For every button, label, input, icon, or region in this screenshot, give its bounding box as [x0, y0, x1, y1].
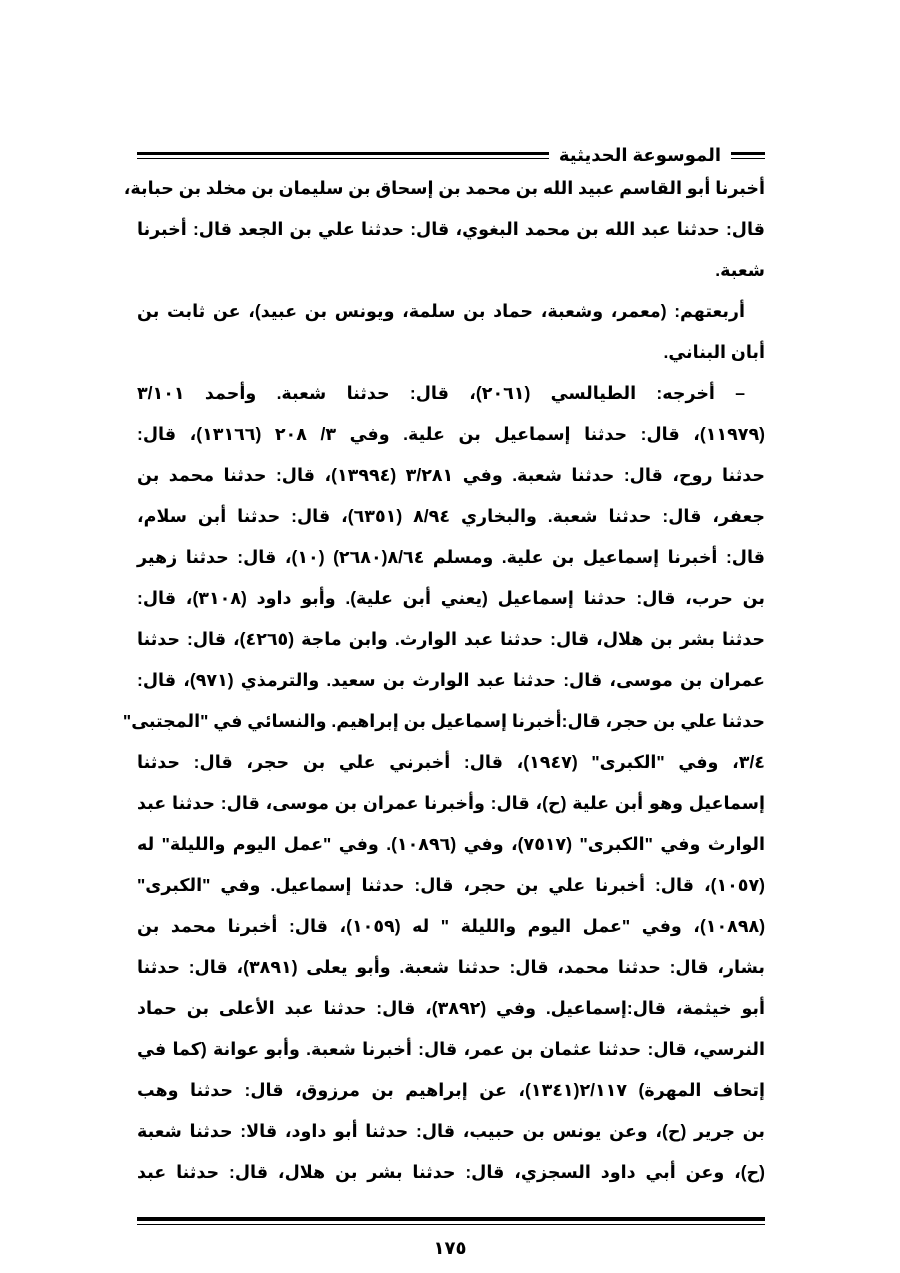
text-line: حدثنا علي بن حجر، قال:أخبرنا إسماعيل بن إبراهيم. والنسائي في "المجتبى": [122, 711, 765, 731]
paragraph: [123, 168, 765, 291]
text-line: عمران بن موسى، قال: حدثنا عبد الوارث بن سعيد. والترمذي (٩٧١)، قال:: [137, 670, 765, 690]
header-title: الموسوعة الحديثية: [558, 144, 721, 165]
paragraph: [137, 291, 765, 373]
text-line: أربعتهم: (معمر، وشعبة، حماد بن سلمة، ويونس بن عبيد)، عن ثابت بن: [137, 301, 745, 321]
text-line: شعبة.: [715, 260, 765, 280]
footer-rule: [137, 1217, 765, 1225]
page-number: ١٧٥: [433, 1238, 467, 1258]
text-line: بن حرب، قال: حدثنا إسماعيل (يعني أبن علية). وأبو داود (٣١٠٨)، قال:: [137, 588, 765, 608]
running-header: [137, 140, 765, 170]
page-body: [122, 168, 766, 1193]
text-line: قال: حدثنا عبد الله بن محمد البغوي، قال: حدثنا علي بن الجعد قال: أخبرنا: [137, 219, 765, 239]
text-line: أبو خيثمة، قال:إسماعيل. وفي (٣٨٩٢)، قال: حدثنا عبد الأعلى بن حماد: [137, 998, 765, 1018]
text-line: أخبرنا أبو القاسم عبيد الله بن محمد بن إسحاق بن سليمان بن مخلد بن حبابة،: [123, 178, 765, 198]
text-line: – أخرجه: الطيالسي (٢٠٦١)، قال: حدثنا شعبة. وأحمد ٣/١٠١: [137, 383, 745, 403]
header-rule-right: [731, 152, 765, 159]
text-line: حدثنا بشر بن هلال، قال: حدثنا عبد الوارث. وابن ماجة (٤٢٦٥)، قال: حدثنا: [137, 629, 766, 649]
header-rule-left: [137, 152, 549, 159]
text-line: الوارث وفي "الكبرى" (٧٥١٧)، وفي (١٠٨٩٦). وفي "عمل اليوم والليلة" له: [137, 834, 765, 854]
text-line: قال: أخبرنا إسماعيل بن علية. ومسلم ٨/٦٤(٢٦٨٠) (١٠)، قال: حدثنا زهير: [137, 547, 765, 567]
text-line: (١١٩٧٩)، قال: حدثنا إسماعيل بن علية. وفي ٣/ ٢٠٨ (١٣١٦٦)، قال:: [137, 424, 765, 444]
text-line: (١٠٨٩٨)، وفي "عمل اليوم والليلة " له (١٠٥٩)، قال: أخبرنا محمد بن: [137, 916, 766, 936]
text-line: (ح)، وعن أبي داود السجزي، قال: حدثنا بشر بن هلال، قال: حدثنا عبد: [137, 1162, 765, 1182]
text-line: النرسي، قال: حدثنا عثمان بن عمر، قال: أخبرنا شعبة. وأبو عوانة (كما في: [137, 1039, 765, 1059]
text-line: إسماعيل وهو أبن علية (ح)، قال: وأخبرنا عمران بن موسى، قال: حدثنا عبد: [137, 793, 765, 813]
text-line: (١٠٥٧)، قال: أخبرنا علي بن حجر، قال: حدثنا إسماعيل. وفي "الكبرى": [137, 875, 765, 895]
text-line: جعفر، قال: حدثنا شعبة. والبخاري ٨/٩٤ (٦٣٥١)، قال: حدثنا أبن سلام،: [137, 506, 765, 526]
paragraph: [122, 373, 766, 1193]
text-line: ٣/٤، وفي "الكبرى" (١٩٤٧)، قال: أخبرني علي بن حجر، قال: حدثنا: [137, 752, 765, 772]
text-line: بشار، قال: حدثنا محمد، قال: حدثنا شعبة. وأبو يعلى (٣٨٩١)، قال: حدثنا: [137, 957, 766, 977]
text-line: إتحاف المهرة) ٢/١١٧(١٣٤١)، عن إبراهيم بن مرزوق، قال: حدثنا وهب: [137, 1080, 765, 1100]
text-line: أبان البناني.: [663, 342, 765, 362]
text-line: بن جرير (ح)، وعن يونس بن حبيب، قال: حدثنا أبو داود، قالا: حدثنا شعبة: [137, 1121, 765, 1141]
text-line: حدثنا روح، قال: حدثنا شعبة. وفي ٣/٢٨١ (١٣٩٩٤)، قال: حدثنا محمد بن: [137, 465, 765, 485]
